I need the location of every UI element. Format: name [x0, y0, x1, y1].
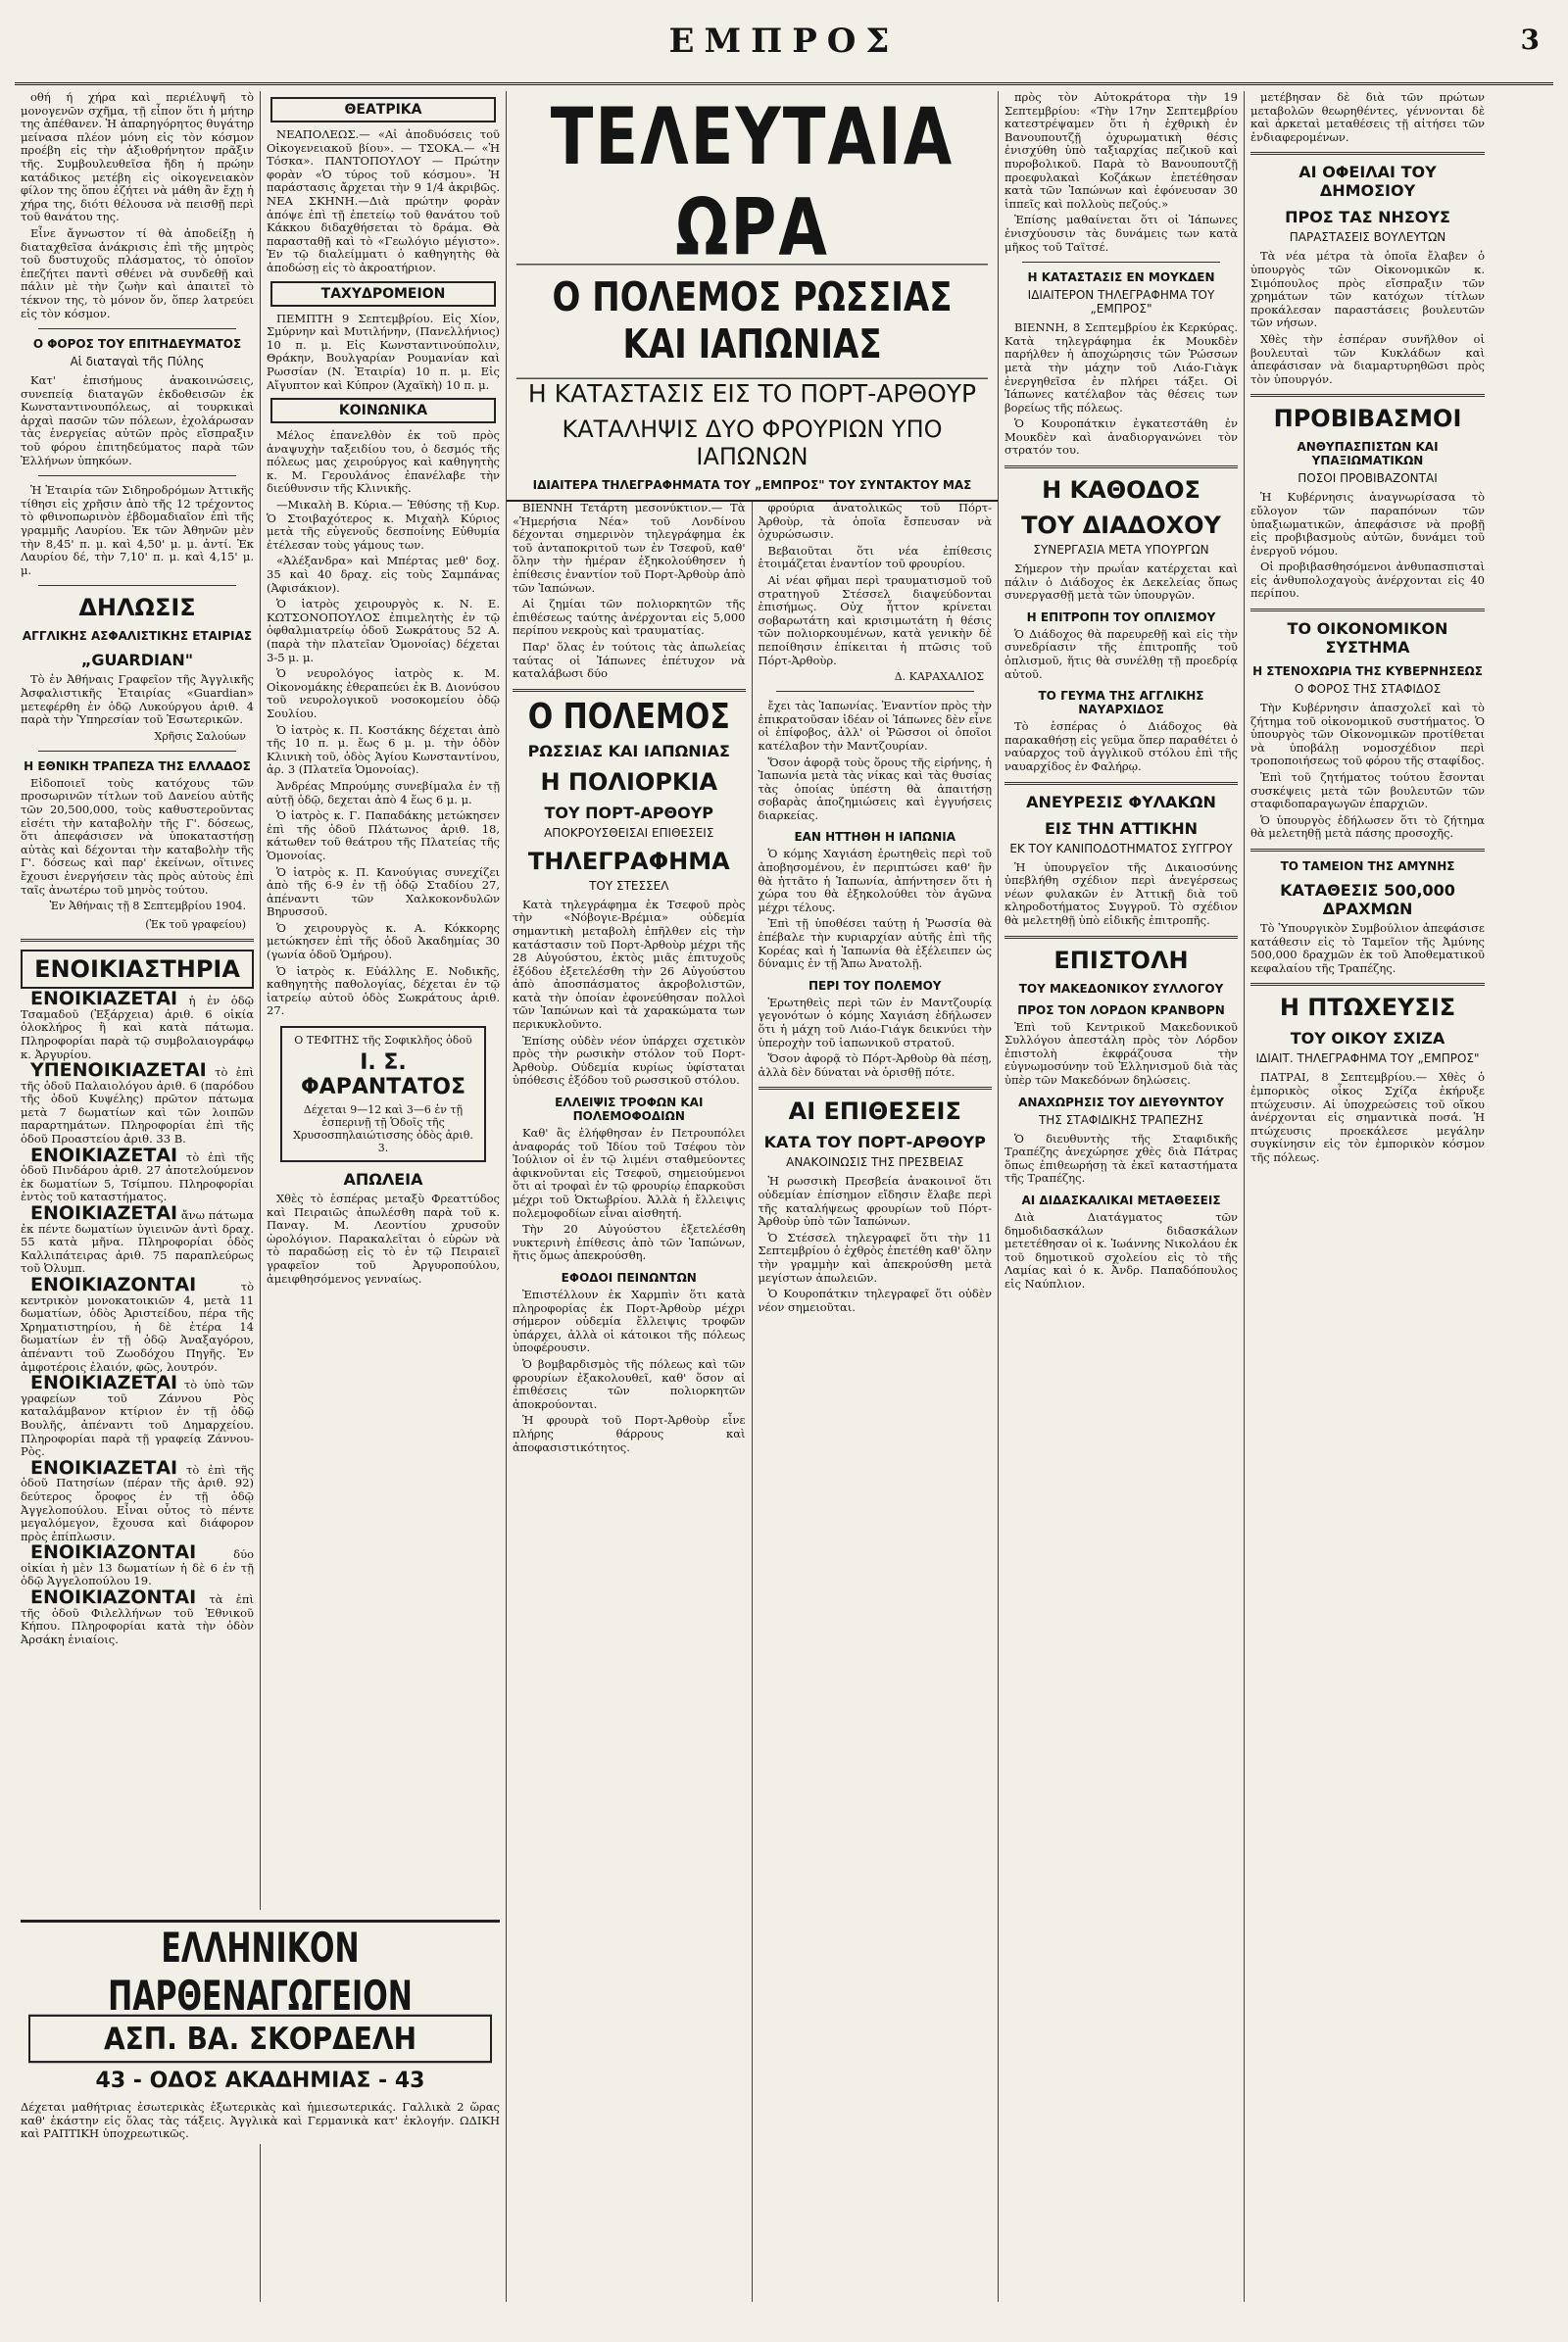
section-title: ΕΛΛΕΙΨΙΣ ΤΡΟΦΩΝ ΚΑΙ ΠΟΛΕΜΟΦΟΔΙΩΝ	[555, 1096, 704, 1124]
article-text: Κατ' ἐπισήμους ἀνακοινώσεις, συνεπείᾳ διαταγῶν ἐκδοθεισῶν ἐκ Κωνσταντινουπόλεως, αἱ τουρκικαὶ ἀρχαὶ πασῶν τῶν πόλεων, ἐχολάρωσαν τὰς ἐνεργείας αὐτῶν πρὸς εἴσπραξιν τοῦ φόρου ἐπιτηδεύματος παρὰ τῶν Ἑλλήνων ὑπηκόων.	[21, 373, 254, 467]
section-title: ΠΡΟΒΙΒΑΣΜΟΙ	[1273, 405, 1462, 433]
divider	[1250, 983, 1485, 986]
article-text: Σήμερον τὴν πρωΐαν κατέρχεται καὶ πάλιν ὁ Διάδοχος ἐκ Δεκελείας ὅπως συνεργασθῇ μετὰ τῶν ὑπουργῶν.	[1004, 561, 1238, 603]
rental-ad	[21, 1586, 254, 1646]
social-item: Ὁ χειρουργὸς κ. Α. Κόκκορης μετώκησεν ἐπὶ τῆς ὁδοῦ Ἀκαδημίας 30 (γωνία ὁδοῦ Ὁμήρου).	[267, 920, 500, 962]
notice-line: Δέχεται 9—12 καὶ 3—6 ἐν τῇ ἑσπερινῇ τῇ Ὁδοῖς τῆς Χρυσοσπηλαιώτισσης ὁδὸς ἀριθ. 3.	[293, 1103, 473, 1155]
rental-ad-head: ΕΝΟΙΚΙΑΖΕΤΑΙ	[30, 1456, 178, 1479]
section-title: ΤΟΥ ΠΟΡΤ-ΑΡΘΟΥΡ	[544, 803, 714, 822]
divider	[1022, 262, 1220, 263]
column-5	[999, 91, 1245, 2302]
section-subtitle: ΑΠΟΚΡΟΥΣΘΕΙΣΑΙ ΕΠΙΘΕΣΕΙΣ	[544, 825, 714, 840]
article-text: ΒΙΕΝΝΗ, 8 Σεπτεμβρίου ἐκ Κερκύρας. Κατὰ τηλεγράφημα ἐκ Μουκδὲν παρήλθεν ἡ ἀποχώρησις τῶν Ῥώσσων μετὰ τὴν μάχην τοῦ Λιάο-Γιὰγκ ἐνεργηθεῖσα ἐν πλήρει τάξει. Οἱ Ἰάπωνες κατέλαβον τὰς θέσεις των βορείως τῆς πόλεως.	[1004, 320, 1238, 415]
date-line: Ἐν Ἀθήναις τῇ 8 Σεπτεμβρίου 1904.	[49, 900, 246, 913]
divider	[1250, 609, 1485, 611]
divider	[1004, 782, 1238, 785]
headline-3: Η ΚΑΤΑΣΤΑΣΙΣ ΕΙΣ ΤΟ ΠΟΡΤ-ΑΡΘΟΥΡ	[527, 379, 977, 408]
masthead	[15, 14, 1553, 85]
article-text: Οἱ προβιβασθησόμενοι ἀνθυπασπισταὶ εἰς ἀνθυπολοχαγοὺς ἀνέρχονται εἰς 40 περίπου.	[1250, 560, 1485, 601]
rental-ad-text: τὸ ὑπὸ τῶν γραφείων τοῦ Ζάννου Ρὸς καταλάμβανον κτίριον ἐν τῇ ὁδῷ Βουλῆς, ἀπέναντι τοῦ Δημαρχείου. Πληροφορίαι παρὰ τῇ γραφείᾳ Ζάννου-Ρὸς.	[21, 1378, 254, 1459]
article-text: οθή ή χήρα καὶ περιέλυψῆ τὸ μονογενῶν σχῆμα, τῇ εἶπον ὅτι ἡ μήτηρ της ἀπέθανεν. Ἡ ἀπαρηγόρητος θυγάτηρ μείνασα πλέον μόνη εἰς τὸν κόσμον προέβη εἰς τὴν ἀξιοθρήνητον πρᾶξιν τῆς. Συμβουλευθεῖσα ἤδη ἡ πρώην κατάδικος μετέβη εἰς οἰκογενειακὸν φίλον της ὅπου ἐζήτει νὰ μάθη ἂν ἔχῃ ἡ χήρα της, διότι θέλουσα νὰ πεισθῇ περὶ τοῦ θανάτου της.	[21, 91, 254, 224]
section-subtitle: ΑΝΑΚΟΙΝΩΣΙΣ ΤΗΣ ΠΡΕΣΒΕΙΑΣ	[786, 1155, 964, 1170]
rental-ad-head: ΕΝΟΙΚΙΑΖΕΤΑΙ	[30, 1144, 178, 1166]
doctor-notice	[280, 1026, 486, 1162]
rental-ad-head: ΕΝΟΙΚΙΑΖΟΝΤΑΙ	[30, 1541, 197, 1564]
article-text: Ἡ φρουρὰ τοῦ Πορτ-Ἀρθοὺρ εἶνε πλήρης θάρρους καὶ ἀποφασιστικότητος.	[513, 1413, 746, 1454]
school-ad	[15, 1910, 507, 2144]
social-item: Ὁ ἰατρὸς κ. Π. Κοστάκης δέχεται ἀπὸ τῆς 10 π. μ. ἕως 6 μ. μ. τὴν ὁδὸν Κλινικὴ τοῦ, ὁδὸς Ἁγίου Κωνσταντίνου, ἀρ. 3 (Πλατεῖα Ὁμονοίας).	[267, 722, 500, 777]
social-item: Ὁ ἰατρὸς κ. Εὐάλλης Ε. Νοδικῆς, καθηγητὴς παθολογίας, δέχεται ἐν τῷ ἰατρείῳ αὐτοῦ ὁδὸς Σωκράτους ἀριθ. 27.	[267, 963, 500, 1018]
ad-name: ΑΣΠ. ΒΑ. ΣΚΟΡΔΕΛΗ	[28, 2015, 492, 2064]
newspaper-title: ΕΜΠΡΟΣ	[668, 22, 900, 61]
headline-2: Ο ΠΟΛΕΜΟΣ ΡΩΣΣΙΑΣ ΚΑΙ ΙΑΠΩΝΙΑΣ	[516, 264, 988, 379]
rental-ad-head: ΕΝΟΙΚΙΑΖΕΤΑΙ	[30, 1372, 178, 1394]
article-text: Τὴν Κυβέρνησιν ἀπασχολεῖ καὶ τὸ ζήτημα τοῦ οἰκονομικοῦ συστήματος. Ὁ ὑπουργὸς τῶν Οἰκονομικῶν προτίθεται νὰ ὑποβάλῃ νομοσχέδιον περὶ τροποποιήσεως τοῦ φόρου τῆς σταφίδος.	[1250, 701, 1485, 768]
section-title: Ο ΦΟΡΟΣ ΤΟΥ ΕΠΙΤΗΔΕΥΜΑΤΟΣ	[32, 337, 242, 352]
signature: Δ. ΚΑΡΑΧΑΛΙΟΣ	[894, 670, 984, 684]
article-text: Διὰ Διατάγματος τῶν δημοδιδασκάλων διδασκάλων μετετέθησαν οἱ κ. Ἰωάννης Νικολάου ἐκ τοῦ δημοτικοῦ σχολείου εἰς τὸ τῆς Λαμίας καὶ ὁ κ. Ἀνδρ. Παπαδόπουλος εἰς Ναύπλιον.	[1004, 1209, 1238, 1291]
rental-ad	[21, 1059, 254, 1147]
article-text: Ἐπὶ τῇ ὑποθέσει ταύτῃ ἡ Ῥωσσία θὰ ἐπέβαλε τὴν κυριαρχίαν αὐτῆς ἐπὶ τῆς Κορέας καὶ ἡ Ἰαπωνία θὰ ἐξέλειπεν ὡς δύναμις ἐν τῇ Ἄπω Ἀνατολῇ.	[758, 916, 992, 971]
article-text: Ὁ Κουροπάτκιν τηλεγραφεῖ ὅτι οὐδὲν νέον σημειοῦται.	[758, 1287, 992, 1314]
section-title: ΑΝΑΧΩΡΗΣΙΣ ΤΟΥ ΔΙΕΥΘΥΝΤΟΥ	[1018, 1095, 1224, 1109]
article-text: Ὁ Κουροπάτκιν ἐγκατεστάθη ἐν Μουκδὲν καὶ ἀναδιοργανώνει τὸν στρατόν του.	[1004, 416, 1238, 458]
social-item: «Ἀλέξανδρα» καὶ Μπέρτας μεθ' δοχ. 35 καὶ 40 δραχ. εἰς τοὺς Σαμπάνας (Ἀφισάκιον).	[267, 554, 500, 595]
rental-ad	[21, 1372, 254, 1459]
section-title: ΚΟΙΝΩΝΙΚΑ	[270, 398, 496, 423]
article-text: Ὅσον ἀφορᾷ τοὺς ὅρους τῆς εἰρήνης, ἡ Ἰαπωνία μετὰ τὰς νίκας καὶ τὰς θυσίας τὰς ὁποίας ὑπέστη θὰ ἀπαιτήσῃ σοβαρὰς ἀποζημιώσεις καὶ ἐγγυήσεις διαρκείας.	[758, 755, 992, 822]
rental-ad	[21, 1144, 255, 1204]
social-item: Ὁ νευρολόγος ἰατρὸς κ. Μ. Οἰκονομάκης ἐθεραπεύει ἐκ Β. Διονύσου τοῦ νευρολογικοῦ νοσοκομείου ὁδῷ Σουλίου.	[267, 666, 500, 720]
rental-ad	[21, 1456, 255, 1544]
article-text: Εἶνε ἄγνωστον τί θὰ ἀποδείξῃ ἡ διαταχθεῖσα ἀνάκρισις ἐπὶ τῆς μητρὸς τοῦ δυστυχοῦς πλάσματος, τὸ ὁποῖον ἐπεζήτει παντὶ σθένει νὰ συνδεθῇ καὶ πάλιν μὲ τὴν ζωὴν καὶ ἀπαιτεῖ τὸ τέκνον της, τὸ μόνον ὅν, ὅπερ λατρεύει εἰς τὸν κόσμον.	[21, 225, 254, 320]
article-text: Ἡ Ἑταιρία τῶν Σιδηροδρόμων Ἀττικῆς τίθησι εἰς χρῆσιν ἀπὸ τῆς 12 τρέχοντος τὸ φθινοπωρινὸν ἑβδομαδιαῖον ἐπὶ τῆς γραμμῆς Λαυρίου. Ἐκ τῶν Ἀθηνῶν μὲν τὴν 8,45' π. μ. καὶ 4,50' μ. μ. ἀντί. Ἐκ Λαυρίου δέ, τὴν 7,10' π. μ. καὶ 4,15' μ. μ.	[21, 483, 254, 577]
article-text: Ἐπιστέλλουν ἐκ Χαρμπὶν ὅτι κατὰ πληροφορίας ἐκ Πορτ-Ἀρθοὺρ μέχρι σήμερον οὐδεμία ἔλλειψις τροφῶν ὑπάρχει, ἀλλὰ οἱ κάτοικοι τῆς πόλεως ὑποφέρουσιν.	[513, 1287, 746, 1355]
article-text: Ἐπὶ τοῦ ζητήματος τούτου ἔσονται συσκέψεις μετὰ τῶν βουλευτῶν τῶν σταφιδοπαραγωγῶν ἐπαρχιῶν.	[1250, 770, 1485, 811]
section-subtitle: ΠΡΟΣ ΤΟΝ ΛΟΡΔΟΝ ΚΡΑΝΒΟΡΝ	[1017, 1002, 1225, 1017]
article-text: Ὁ ὑπουργὸς ἐδήλωσεν ὅτι τὸ ζήτημα θὰ μελετηθῇ μετὰ πάσης προσοχῆς.	[1250, 812, 1485, 841]
article-text: Ἐπίσης μαθαίνεται ὅτι οἱ Ἰάπωνες ἐνισχύουσιν τὰς δυνάμεις των κατὰ μῆκος τοῦ Ταϊτσέ.	[1004, 213, 1238, 254]
notice-name: Ι. Σ. ΦΑΡΑΝΤΑΤΟΣ	[300, 1050, 466, 1100]
front-story	[507, 91, 999, 2302]
section-subtitle: ΑΝΘΥΠΑΣΠΙΣΤΩΝ ΚΑΙ ΥΠΑΞΙΩΜΑΤΙΚΩΝ	[1297, 440, 1439, 468]
article-text: Τὸ ἑσπέρας ὁ Διάδοχος θὰ παρακαθήσῃ εἰς γεῦμα ὅπερ παραθέτει ὁ ναύαρχος τοῦ ἀγγλικοῦ στόλου ἐπὶ τῆς ναυαρχίδος ἐν Φαλήρῳ.	[1004, 719, 1238, 773]
rental-ad-head: ΕΝΟΙΚΙΑΖΕΤΑΙ	[30, 1202, 178, 1225]
article-text: Ἡ ρωσσικὴ Πρεσβεία ἀνακοινοῖ ὅτι οὐδεμίαν ἐπίσημον εἴδησιν ἔλαβε περὶ τῆς καταλήψεως φρουρίων τοῦ Πόρτ-Ἀρθοὺρ ὑπὸ τῶν Ἰαπώνων.	[758, 1174, 992, 1229]
section-subtitle: ΤΟΥ ΜΑΚΕΔΟΝΙΚΟΥ ΣΥΛΛΟΓΟΥ	[1018, 981, 1224, 996]
section-title: ΠΡΟΣ ΤΑΣ ΝΗΣΟΥΣ	[1285, 208, 1450, 227]
article-text: Ὁ κόμης Χαγιάση ἐρωτηθεὶς περὶ τοῦ ἀποβησομένου, ἐν περιπτώσει καθ' ἣν θὰ ἡττᾶτο ἡ Ἰαπωνία, ἀπήντησεν ὅτι ἡ χώρα του θὰ ἐξηκολούθει τὸν ἀγῶνα μέχρι τέλους.	[758, 847, 992, 914]
signature: (Ἐκ τοῦ γραφείου)	[145, 918, 246, 932]
section-subtitle: ΤΟΥ ΟΙΚΟΥ ΣΧΙΖΑ	[1290, 1029, 1446, 1049]
section-title: Η ΕΠΙΤΡΟΠΗ ΤΟΥ ΟΠΛΙΣΜΟΥ	[1026, 610, 1216, 624]
company-name: „GUARDIAN"	[80, 651, 194, 670]
divider	[1004, 465, 1238, 468]
section-title: ΕΠΙΣΤΟΛΗ	[1054, 946, 1189, 974]
article-text: Τὸ Ὑπουργικὸν Συμβούλιον ἀπεφάσισε κατάθεσιν εἰς τὸ Ταμεῖον τῆς Ἀμύνης 500,000 δραχμῶν ἐκ τοῦ Ἀποθεματικοῦ κεφαλαίου τῆς Τραπέζης.	[1250, 921, 1485, 975]
divider	[759, 1087, 993, 1090]
article-text: Τὴν 20 Αὐγούστου ἐξετελέσθη νυκτερινὴ ἐπίθεσις ἀπὸ τῶν Ἰαπώνων, ἥτις ὅμως ἀπεκρούσθη.	[513, 1222, 746, 1263]
rental-ad	[21, 1202, 254, 1276]
article-text: Κατὰ τηλεγράφημα ἐκ Τσεφοῦ πρὸς τὴν «Νόβογιε-Βρέμια» οὐδεμία σημαντικὴ μεταβολὴ ἐπῆλθεν εἰς τὴν κατάστασιν τοῦ Πορτ-Ἀρθοὺρ μέχρι τῆς 28 Αὐγούστου, ἐκτὸς μιᾶς ἐπιτυχοῦς ἐξόδου ἐξετελέσθη τὴν 26 Αὐγούστου ἀπὸ ἀποσπάσματος ἀκροβολιστῶν, κατὰ τὴν ὁποίαν ἐφονεύθησαν πολλοὶ τῶν Ἰαπώνων καὶ τὰ χαρακώματα των περικυκλοῦντο.	[513, 897, 746, 1032]
article-text: Ὅσον ἀφορᾷ τὸ Πόρτ-Ἀρθοὺρ θὰ πέσῃ, ἀλλὰ δὲν δύναται νὰ ὁρισθῇ πότε.	[758, 1051, 992, 1079]
section-title: ΑΙ ΔΙΔΑΣΚΑΛΙΚΑΙ ΜΕΤΑΘΕΣΕΙΣ	[1021, 1193, 1221, 1207]
social-item: —Μικαλὴ Β. Κύρια.— Ἐθύσης τῇ Κυρ. Ὁ Στοιβαχότερος κ. Μιχαὴλ Κύριος μετὰ τῆς εὐγενοῦς δεσποίνης Εὐθυμία ἐτέλεσαν τοὺς γάμους των.	[267, 498, 500, 552]
section-title: ΤΟ ΓΕΥΜΑ ΤΗΣ ΑΓΓΛΙΚΗΣ ΝΑΥΑΡΧΙΔΟΣ	[1038, 689, 1204, 717]
social-item: Ὁ ἰατρὸς χειρουργὸς κ. Ν. Ε. ΚΩΤΣΟΝΟΠΟΥΛΟΣ ἐπιμελητὴς ἐν τῷ ὀφθαλμιατρείῳ ὁδοῦ Σωκράτους 52 Α. (παρὰ τὴν πλατεῖαν Ὁμονοίας) δέχεται 3-5 μ. μ.	[267, 597, 500, 664]
divider	[38, 328, 236, 329]
rental-ad-head: ΕΝΟΙΚΙΑΖΟΝΤΑΙ	[30, 1274, 197, 1295]
article-text: Ἡ ὑπουργεῖον τῆς Δικαιοσύνης ὑπεβλήθη σχέδιον περὶ ἀνεγέρσεως νέων φυλακῶν ἐν Ἀττικῇ διὰ τοῦ κληροδοτήματος Συγγροῦ. Τὸ σχέδιον θὰ μελετηθῇ ὑπὸ εἰδικῆς ἐπιτροπῆς.	[1004, 859, 1238, 927]
section-title: ΤΟΥ ΔΙΑΔΟΧΟΥ	[1021, 512, 1221, 540]
rental-ad-text: τὸ ἐπὶ τῆς ὁδοῦ Παλαιολόγου ἀριθ. 6 (παρόδου τῆς ὁδοῦ Κυψέλης) πρῶτον πάτωμα μετὰ 7 δωματίων καὶ τῶν λοιπῶν παραρτημάτων. Πληροφορίαι ἐπὶ τῆς ὁδοῦ Προαστείου ἀριθ. 33 Β.	[21, 1065, 254, 1147]
section-title: ΕΑΝ ΗΤΤΗΘΗ Η ΙΑΠΩΝΙΑ	[794, 830, 956, 845]
section-subtitle: ΚΑΤΑΘΕΣΙΣ 500,000 ΔΡΑΧΜΩΝ	[1280, 881, 1455, 918]
section-title: ΤΟ ΤΑΜΕΙΟΝ ΤΗΣ ΑΜΥΝΗΣ	[1280, 859, 1455, 873]
article-text: μετέβησαν δὲ διὰ τῶν πρώτων μεταβολῶν θεωρηθέντες, γέννονται δὲ καὶ ἀρκεταὶ μεταθέσεις τῇ αἰτήσει τῶν ἐνδιαφερομένων.	[1250, 91, 1485, 144]
section-title: ΕΦΟΔΟΙ ΠΕΙΝΩΝΤΩΝ	[561, 1270, 697, 1285]
newspaper-page	[15, 14, 1553, 2307]
section-subtitle: Η ΣΤΕΝΟΧΩΡΙΑ ΤΗΣ ΚΥΒΕΡΝΗΣΕΩΣ	[1252, 664, 1483, 679]
ad-text: Δέχεται μαθήτριας ἐσωτερικὰς ἐξωτερικὰς καὶ ἡμιεσωτερικάς. Γαλλικὰ 2 ὥρας καθ' ἑκάστην εἰς ὅλας τὰς τάξεις. Ἀγγλικὰ καὶ Γερμανικὰ κατ' ἐκλογήν. ΩΔΙΚΗ καὶ ΡΑΠΤΙΚΗ ὑποχρεωτικῶς.	[21, 2100, 500, 2141]
article-text: Ὁ βομβαρδισμὸς τῆς πόλεως καὶ τῶν φρουρίων ἐξακολουθεῖ, καθ' ὅσον αἱ ἐπιθέσεις τῶν πολιορκητῶν ἀποκρούονται.	[513, 1356, 746, 1411]
article-text: ἔχει τὰς Ἰαπωνίας. Ἐναντίον πρὸς τὴν ἐπικρατοῦσαν ἰδέαν οἱ Ἰάπωνες δὲν εἶνε οἱ ἐπίφοβος, ἀλλ' οἱ Ῥῶσσοι οἱ ὁποῖοι κατέλαβον τὴν Μαντζουρίαν.	[758, 699, 992, 753]
divider	[1250, 394, 1485, 397]
section-title: ΠΕΡΙ ΤΟΥ ΠΟΛΕΜΟΥ	[808, 978, 942, 993]
column-6	[1245, 91, 1491, 2302]
article-text: Ἡ Κυβέρνησις ἀναγνωρίσασα τὸ εὔλογον τῶν παραπόνων τῶν ὑπαξιωματικῶν, ἀπεφάσισε νὰ προβῇ εἰς προβιβασμοὺς αὐτῶν, δυνάμει τοῦ ἐνεργοῦ νόμου.	[1250, 490, 1485, 558]
section-title: Η ΠΤΩΧΕΥΣΙΣ	[1279, 994, 1456, 1022]
section-title: ΤΑΧΥΔΡΟΜΕΙΟΝ	[270, 281, 496, 307]
headline-4: ΚΑΤΑΛΗΨΙΣ ΔΥΟ ΦΡΟΥΡΙΩΝ ΥΠΟ ΙΑΠΩΝΩΝ	[562, 415, 943, 470]
rental-ad-head: ΕΝΟΙΚΙΑΖΕΤΑΙ	[30, 988, 178, 1010]
school-ad-box	[21, 1920, 500, 2141]
section-title: ΔΗΛΩΣΙΣ	[78, 594, 196, 622]
rental-ad-text: ἡ ἐν ὁδῷ Τσαμαδοῦ (Ἐξάρχεια) ἀριθ. 6 οἰκία ὁλοκλήρος ἢ καὶ κατὰ πάτωμα. Πληροφορίαι παρὰ τῷ συμβολαιογράφῳ κ. Ἀργυρίου.	[21, 994, 254, 1061]
section-subtitle: ΤΗΣ ΣΤΑΦΙΔΙΚΗΣ ΤΡΑΠΕΖΗΣ	[1038, 1112, 1204, 1127]
divider	[38, 475, 236, 476]
article-text: Ὁ Στέσσελ τηλεγραφεῖ ὅτι τὴν 11 Σεπτεμβρίου ὁ ἐχθρὸς ἐπετέθη καθ' ὅλην τὴν γραμμὴν καὶ ἀπεκρούσθη μετὰ μεγίστων ἀπωλειῶν.	[758, 1230, 992, 1285]
article-text: Βεβαιοῦται ὅτι νέα ἐπίθεσις ἑτοιμάζεται ἐναντίον τοῦ φρουρίου.	[758, 543, 992, 571]
section-title: ΡΩΣΣΙΑΣ ΚΑΙ ΙΑΠΩΝΙΑΣ	[527, 741, 730, 760]
article-text: ΠΑΤΡΑΙ, 8 Σεπτεμβρίου.— Χθὲς ὁ ἐμπορικὸς οἶκος Σχίζα ἐκήρυξε πτώχευσιν. Αἱ ὑποχρεώσεις τοῦ οἴκου ἀνέρχονται εἰς σημαντικὰ ποσά. Ἡ πτώχευσις προεκάλεσε μεγάλην συγκίνησιν εἰς τὸν ἐμπορικὸν κόσμον τῆς πόλεως.	[1250, 1070, 1485, 1164]
article-text: πρὸς τὸν Αὐτοκράτορα τὴν 19 Σεπτεμβρίου: «Τὴν 17ην Σεπτεμβρίου κατεστρέψαμεν ὅτι ἡ ἐχθρικὴ ἐν Βανουπουτζῇ ὀχυρωματικὴ θέσις ἐνισχύθη ὑπὸ ταξιαρχίας πεζικοῦ καὶ πυροβολικοῦ. Παρὰ τὸ Βανουπουτζῇ προεφυλακαὶ Κοζάκων ἐπετέθησαν κατὰ τῶν Ἰαπώνων καὶ ἐφόνευσαν 30 ἱππεῖς καὶ πολλοὺς πεζούς.»	[1004, 91, 1238, 211]
section-title: ΕΙΣ ΤΗΝ ΑΤΤΙΚΗΝ	[1045, 818, 1198, 838]
notice-line: Ο ΤΕΦΙΤΗΣ τῆς Σοφικλῆος ὁδοῦ	[294, 1034, 472, 1048]
section-title: ΤΗΛΕΓΡΑΦΗΜΑ	[527, 847, 730, 875]
divider	[776, 691, 975, 692]
social-item: Ὁ ἰατρὸς κ. Γ. Παπαδάκης μετώκησεν ἐπὶ τῆς ὁδοῦ Πλάτωνος ἀριθ. 18, κάτωθεν τοῦ θεάτρου τῆς Πλατείας τῆς Ὁμονοίας.	[267, 808, 500, 862]
article-text: Ὁ διευθυντὴς τῆς Σταφιδικῆς Τραπέζης ἀνεχώρησε χθὲς διὰ Πάτρας ὅπως ἐπιθεωρήσῃ τὰ ἐκεῖ καταστήματα τῆς Τραπέζης.	[1004, 1131, 1238, 1186]
rentals-header: ΕΝΟΙΚΙΑΣΤΗΡΙΑ	[21, 950, 254, 989]
section-subtitle: ΕΚ ΤΟΥ ΚΑΝΙΠΟΔΟΤΗΜΑΤΟΣ ΣΥΓΓΡΟΥ	[1009, 841, 1233, 855]
section-subtitle: ΙΔΙΑΙΤ. ΤΗΛΕΓΡΑΦΗΜΑ ΤΟΥ „ΕΜΠΡΟΣ"	[1255, 1051, 1480, 1066]
column-4	[753, 502, 999, 2302]
section-subtitle: ΑΓΓΛΙΚΗΣ ΑΣΦΑΛΙΣΤΙΚΗΣ ΕΤΑΙΡΙΑΣ	[22, 629, 253, 644]
ad-address: 43 - ΟΔΟΣ ΑΚΑΔΗΜΙΑΣ - 43	[95, 2069, 425, 2093]
section-title: ΤΟ ΟΙΚΟΝΟΜΙΚΟΝ ΣΥΣΤΗΜΑ	[1287, 619, 1448, 658]
column-3	[507, 502, 753, 2302]
article-text: Παρ' ὅλας ἐν τούτοις τὰς ἀπωλείας ταύτας οἱ Ἰάπωνες ἐπέτυχον νὰ καταλάβωσι δύο	[513, 639, 746, 681]
divider	[1004, 936, 1238, 939]
section-title: ΑΙ ΟΦΕΙΛΑΙ ΤΟΥ ΔΗΜΟΣΙΟΥ	[1298, 163, 1437, 201]
front-story-header	[507, 91, 998, 502]
article-text: Χθὲς τὸ ἑσπέρας μεταξὺ Φρεαττύδος καὶ Πειραιῶς ἀπωλέσθη παρὰ τοῦ κ. Παναγ. Μ. Λεοντίου χρυσοῦν ὡρολόγιον. Παρακαλεῖται ὁ εὑρὼν νὰ τὸ παραδώσῃ εἰς τὸ ἐν τῷ Πειραιεῖ γραφεῖον τοῦ Ἀργυροπούλου, ἀμειφθησόμενος γενναίως.	[267, 1192, 500, 1286]
social-list	[267, 429, 500, 1018]
section-subtitle: ΤΟΥ ΣΤΕΣΣΕΛ	[589, 878, 669, 893]
article-text: φρούρια ἀνατολικῶς τοῦ Πόρτ-Ἀρθοὺρ, τὰ ὁποῖα ἔσπευσαν νὰ ὀχυρώσωσιν.	[758, 502, 992, 542]
section-subtitle: ΣΥΝΕΡΓΑΣΙΑ ΜΕΤΑ ΥΠΟΥΡΓΩΝ	[1033, 543, 1209, 558]
headline: ΤΕΛΕΥΤΑΙΑ ΩΡΑ	[550, 92, 955, 274]
section-title: Η ΚΑΤΑΣΤΑΣΙΣ ΕΝ ΜΟΥΚΔΕΝ	[1027, 270, 1215, 285]
section-subtitle: ΠΟΣΟΙ ΠΡΟΒΙΒΑΖΟΝΤΑΙ	[1298, 471, 1438, 486]
rental-ad	[21, 988, 254, 1061]
article-text: Εἰδοποιεῖ τοὺς κατόχους τῶν προσωρινῶν τίτλων τοῦ Δανείου αὐτῆς τῶν 20,500,000, τοὺς καθυστεροῦντας εἰσέτι τὴν καταβολὴν τῆς Γ'. δόσεως, ὅτι ἀπεφάσισεν νὰ ὑποκαταστήσῃ αὐτὰς καὶ δέχονται τὴν καταβολὴν τῆς Γ'. δόσεως καὶ παρ' ἐκείνων, οἵτινες ἔχουσι ἐνεργήσειν τὰς πρὸς αὐτοὺς ἐπὶ ταῖς ἀνωτέρω τοῦ μηνὸς τούτου.	[21, 775, 254, 897]
front-story-columns	[507, 502, 998, 2302]
article-text: Αἱ νέαι φῆμαι περὶ τραυματισμοῦ τοῦ στρατηγοῦ Στέσσελ διαψεύδονται ἐπισήμως. Οὐχ ἧττον κρίνεται σοβαρωτάτη καὶ κρισιμωτάτη ἡ θέσις τῶν πολιορκουμένων, κατὰ γενικὴν δὲ πεποίθησιν ἐπίκειται ἡ πτῶσις τοῦ Πόρτ-Ἀρθοὺρ.	[758, 572, 992, 667]
section-title: Η ΠΟΛΙΟΡΚΙΑ	[540, 767, 718, 796]
social-item: Μέλος ἐπανελθὸν ἐκ τοῦ πρὸς ἀναψυχὴν ταξειδίου του, ὁ δεσμός τῆς πόλεως μας χειρούργος καὶ καθηγητὴς κ. Μ. Γερουλάνος ἐπανέλαβε τὴν διεύθυνσιν τῆς Κλινικῆς.	[267, 428, 500, 496]
rental-ad-text: τὸ κεντρικὸν μονοκατοικιῶν 4, μετὰ 11 δωματίων, ὁδὸς Ἀριστείδου, πέρα τῆς Χρηματιστηρίου, ἡ δὲ ἐτέρα 14 δωματίων ἐν τῇ ὁδῷ Ἀναξαγόρου, ἀπέναντι τοῦ Ζωοδόχου Πηγῆς. Ἐν ἀμφοτέροις ἐλαιόν, φῶς, λουτρόν.	[21, 1280, 254, 1374]
rental-ad-text: τὰ ἐπὶ τῆς ὁδοῦ Φιλελλήνων τοῦ Ἐθνικοῦ Κήπου. Πληροφορίαι κατὰ τὴν ὁδὸν Ἀρσάκη ἑνιαίοις.	[21, 1592, 254, 1646]
rental-ad-text: δύο οἰκίαι ἡ μὲν 13 δωματίων ἡ δὲ 6 ἐν τῇ ὁδῷ Ἀγγελοπούλου 19.	[21, 1547, 254, 1588]
social-item: Ἀνδρέας Μπρούμης συνεβίμαλα ἐν τῇ αὐτῇ ὁδῷ, δεχεται ἀπὸ 4 ἕως 6 μ. μ.	[267, 778, 500, 806]
ad-title: ΕΛΛΗΝΙΚΟΝ ΠΑΡΘΕΝΑΓΩΓΕΙΟΝ	[108, 1925, 413, 2021]
article-text: ΠΕΜΠΤΗ 9 Σεπτεμβρίου. Εἰς Χίον, Σμύρνην καὶ Μυτιλήνην, (Πανελλήνιος) 10 π. μ. Εἰς Κωνσταντινούπολιν, Θράκην, Βουλγαρίαν Ρουμανίαν καὶ Ρωσσίαν (Ν. Ἑταιρία) 10 π. μ. Εἰς Αἴγυπτον καὶ Κύπρον (Ἀχαϊκὴ) 10 π. μ.	[267, 311, 500, 392]
section-title: ΑΠΩΛΕΙΑ	[343, 1170, 423, 1190]
article-text: Αἱ ζημίαι τῶν πολιορκητῶν τῆς ἐπιθέσεως ταύτης ἀνέρχονται εἰς 5,000 περίπου νεκροὺς καὶ τραυματίας.	[513, 597, 746, 638]
section-subtitle: Ο ΦΟΡΟΣ ΤΗΣ ΣΤΑΦΙΔΟΣ	[1294, 682, 1442, 697]
divider	[1250, 152, 1485, 155]
rental-ad-text: τὸ ἐπὶ τῆς ὁδοῦ Πινδάρου ἀριθ. 27 ἀποτελούμενον ἐκ δωματίων 5, Τσίμπου. Πληροφορίαι ἐντὸς τοῦ καταστήματος.	[21, 1149, 255, 1204]
article-text: ΒΙΕΝΝΗ Τετάρτη μεσονύκτιον.— Τὰ «Ἡμερήσια Νέα» τοῦ Λονδίνου δέχονται σημερινὸν τηλεγράφημα ἐκ τοῦ ἀνταποκριτοῦ των ἐν Τσεφοῦ, καθ' ὅλην τὴν ἡμέραν ἐξηκολούθησεν ἡ ἐπίθεσις ἐναντίον τοῦ Πορτ-Ἀρθοὺρ ἀπὸ τῶν Ἰαπώνων.	[513, 502, 746, 595]
article-text: Ἐπίσης οὐδὲν νέον ὑπάρχει σχετικὸν πρὸς τὴν ρωσικὴν στόλον τοῦ Πορτ-Ἀρθοὺρ. Οὐδεμία κυρίως ὑφίσταται ὑπόθεσις ἐξόδου τοῦ ρωσσικοῦ στόλου.	[513, 1033, 746, 1088]
divider	[38, 585, 236, 586]
article-text: Ὁ Διάδοχος θὰ παρευρεθῇ καὶ εἰς τὴν συνεδρίασιν τῆς ἐπιτροπῆς τοῦ ὁπλισμοῦ, ἥτις θὰ συνέλθῃ τῇ προεδρίᾳ αὐτοῦ.	[1004, 626, 1238, 681]
rental-ad-head: ΥΠΕΝΟΙΚΙΑΖΕΤΑΙ	[30, 1059, 207, 1082]
rental-ad-text: ἄνω πάτωμα ἐκ πέντε δωματίων ὑγιεινῶν ἀντὶ δραχ. 55 κατὰ μῆνα. Πληροφορίαι ὁδὸς Καλλιπάτειρας ἀριθ. 75 παραπλεύρως τοῦ Ὀλυμπ.	[21, 1208, 254, 1276]
article-text: Χθὲς τὴν ἑσπέραν συνῆλθον οἱ βουλευταὶ τῶν Κυκλάδων καὶ ἀπεφάσισαν νὰ διαμαρτυρηθῶσι πρὸς τὸν ὑπουργόν.	[1250, 331, 1485, 386]
social-item: Ὁ ἰατρὸς κ. Π. Κανούγιας συνεχίζει ἀπὸ τῆς 6-9 ἐν τῇ ὁδῷ Σταδίου 27, ἀπέναντι τῶν Χαλκοκονδυλῶν Βηρυσσοῦ.	[267, 864, 500, 919]
rental-ad-head: ΕΝΟΙΚΙΑΖΟΝΤΑΙ	[30, 1586, 197, 1609]
headline-5: ΙΔΙΑΙΤΕΡΑ ΤΗΛΕΓΡΑΦΗΜΑΤΑ ΤΟΥ „ΕΜΠΡΟΣ" ΤΟΥ ΣΥΝΤΑΚΤΟΥ ΜΑΣ	[532, 478, 972, 492]
section-title: ΘΕΑΤΡΙΚΑ	[270, 97, 496, 122]
divider	[21, 939, 254, 942]
divider	[513, 689, 746, 692]
section-title: ΚΑΤΑ ΤΟΥ ΠΟΡΤ-ΑΡΘΟΥΡ	[763, 1133, 986, 1152]
divider	[38, 751, 236, 752]
section-subtitle: ΙΔΙΑΙΤΕΡΟΝ ΤΗΛΕΓΡΑΦΗΜΑ ΤΟΥ „ΕΜΠΡΟΣ"	[1027, 288, 1215, 317]
rental-ad	[21, 1274, 254, 1374]
rental-ad	[21, 1541, 254, 1588]
section-title: Ο ΠΟΛΕΜΟΣ	[527, 696, 730, 738]
section-subtitle: ΠΑΡΑΣΤΑΣΕΙΣ ΒΟΥΛΕΥΤΩΝ	[1289, 230, 1446, 245]
article-text: Τὰ νέα μέτρα τὰ ὁποῖα ἔλαβεν ὁ ὑπουργὸς τῶν Οἰκονομικῶν κ. Σιμόπουλος πρὸς εἴσπραξιν τῶν χρημάτων τῶν κατόχων τίτλων προκάλεσαν παραστάσεις βουλευτῶν τῶν νήσων.	[1250, 249, 1485, 330]
rentals-list	[21, 988, 255, 1646]
signature: Χρῆσις Σαλούων	[154, 729, 246, 743]
article-text: Τὸ ἐν Ἀθήναις Γραφεῖον τῆς Ἀγγλικῆς Ἀσφαλιστικῆς Ἑταιρίας «Guardian» μετεφέρθη ἐν ὁδῷ Λυκούργου ἀριθ. 4 παρὰ τὴν Ὑπηρεσίαν τοῦ Ἐσωτερικῶν.	[21, 672, 254, 727]
section-title: Η ΕΘΝΙΚΗ ΤΡΑΠΕΖΑ ΤΗΣ ΕΛΛΑΔΟΣ	[24, 758, 251, 773]
article-text: ΝΕΑΠΟΛΕΩΣ.— «Αἱ ἀποδυόσεις τοῦ Οἰκογενειακοῦ βίου». — ΤΣΟΚΑ.— «Ἡ Τόσκα». ΠΑΝΤΟΠΟΥΛΟΥ — Πρώτην φορὰν «Ὁ τύρος τοῦ κόσμου». Ἡ παράστασις ἄρχεται τὴν 9 1/4 ἀκριβῶς. ΝΕΑ ΣΚΗΝΗ.—Διὰ πρώτην φορὰν ἀπόψε ἐπὶ τῇ ἐπετείῳ τοῦ θανάτου τοῦ Κάκκου διδαχθήσεται τὸ δράμα. Θὰ παρασταθῇ καὶ τὸ «Γεωλόγιο μέγιστο». Ἐν τῷ διαλείμματι ὁ καθηγητὴς θὰ ἀποδώσῃ εἰς τὸ ἀκροατήριον.	[267, 127, 500, 274]
page-number: 3	[1520, 24, 1540, 56]
rental-ad-text: τὸ ἐπὶ τῆς ὁδοῦ Πατησίων (πέραν τῆς ἀριθ. 92) δεύτερος ὄροφος ἐν τῇ ὁδῷ Ἀγγελοπούλου. Εἶναι οὗτος τὸ πέντε μεγαλόμεγον, ἔχουσα καὶ διάφορον πρὸς ἐπίπλωσιν.	[21, 1462, 255, 1543]
section-title: Η ΚΑΘΟΔΟΣ	[1042, 476, 1200, 505]
article-text: Ἐρωτηθεὶς περὶ τῶν ἐν Μαντζουρίᾳ γεγονότων ὁ κόμης Χαγιάση ἐδήλωσεν ὅτι ἡ μάχη τοῦ Λιάο-Γιάγκ δεικνύει τὴν ὑπεροχὴν τοῦ ἰαπωνικοῦ στρατοῦ.	[758, 995, 992, 1049]
article-text: Καθ' ἃς ἐλήφθησαν ἐν Πετρουπόλει ἀναφοράς τοῦ Ἰδίου τοῦ Τσέφου τὸν Ἰούλιον οἱ ἐν τῷ λιμένι σταθμεύοντες ἀφικνοῦνται εἰς Τσεφοῦ, σημειούμενοι ὅτι αἱ τροφαὶ ἐν τῷ φρουρίῳ ἐπαρκοῦσι μέχρι τοῦ Ὀκτωβρίου. Ἀλλὰ ἡ ἔλλειψις πολεμοφοδίων εἶναι αἰσθητή.	[513, 1126, 746, 1220]
article-text: Ἐπὶ τοῦ Κεντρικοῦ Μακεδονικοῦ Συλλόγου ἀπεστάλη πρὸς τὸν Λόρδον ἐπιστολὴ ἐκφράζουσα τὴν εὐγνωμοσύνην τοῦ Ἑλληνισμοῦ διὰ τὰς ὑπὲρ τῶν Μακεδόνων δηλώσεις.	[1004, 1019, 1238, 1087]
section-title: ΑΝΕΥΡΕΣΙΣ ΦΥΛΑΚΩΝ	[1026, 792, 1216, 811]
divider	[1250, 849, 1485, 852]
section-subtitle: Αἱ διαταγαὶ τῆς Πύλης	[70, 355, 205, 369]
section-title: ΑΙ ΕΠΙΘΕΣΕΙΣ	[788, 1098, 961, 1126]
